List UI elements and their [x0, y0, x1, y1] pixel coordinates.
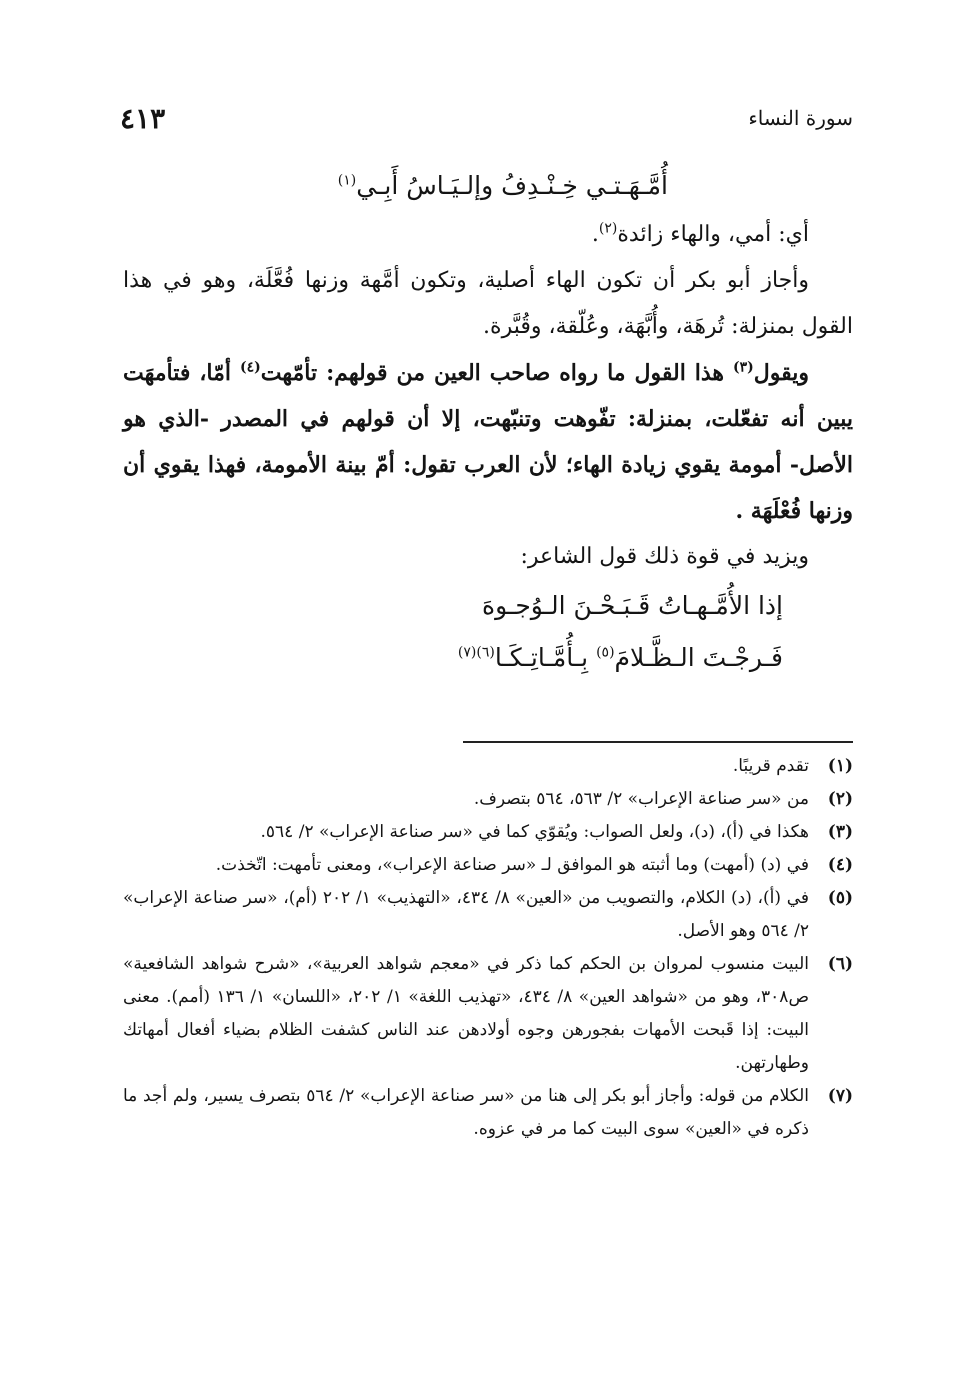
footnote-text: في (د) (أمهت) وما أثبته هو الموافق لـ «سر صناعة الإعراب»، ومعنى تأمهت: اتّخذت. [215, 855, 809, 875]
footnote-number: (٢) [827, 789, 853, 809]
poem-verse-2: إذا الأُمَّـهـاتُ قَـبَـحْـنَ الـوُجـوهَ [481, 591, 783, 620]
footnote-divider [463, 741, 853, 743]
poem-verse-3-end: بِـأُمَّـاتِـكَـا [494, 643, 597, 672]
footnote-text: الكلام من قوله: وأجاز أبو بكر إلى هنا من «سر صناعة الإعراب» ٢/ ٥٦٤ بتصرف يسير، ولم أجد ما ذكره في «العين» سوى البيت كما مر في عزوه. [123, 1086, 810, 1139]
footnote [123, 1080, 853, 1146]
footnote-ref: (٥) [596, 644, 615, 661]
footnote-text: هكذا في (أ)، (د)، ولعل الصواب: ويُقوّي كما في «سر صناعة الإعراب» ٢/ ٥٦٤. [260, 822, 809, 842]
footnote-ref: (٢) [598, 220, 618, 237]
paragraph-1: وأجاز أبو بكر أن تكون الهاء أصلية، وتكون أمَّهة وزنها فُعَّلَة، وهو في هذا القول بمنزلة: تُرهَة، وأُبَّهَة، وعُلّقة، وقُبَّرة. [123, 268, 853, 339]
paragraph-3: ويزيد في قوة ذلك قول الشاعر: [520, 544, 809, 569]
paragraph-2-start: ويقول [753, 360, 809, 386]
footnote [123, 750, 853, 783]
paragraph-2-end: أمّا، فتأمهَت يبين أنه تفعّلت، بمنزلة: تفّوهت وتنبّهت، إلا أن قولهم في المصدر -الذي هو الأصل- أمومة يقوي زيادة الهاء؛ لأن العرب تقول: أمّ بينة الأمومة، فهذا يقوي أن وزنها فُعْلَهَة . [123, 360, 853, 524]
footnote-ref: (٤) [239, 359, 261, 376]
footnote-number: (١) [827, 756, 853, 776]
poem-verse-1-text: أُمَّـهَـتـي خِـنْـدِفُ وإلـيَـاسُ أَبِـي [356, 171, 668, 200]
footnote-text: تقدم قريبًا. [732, 756, 809, 776]
running-title: سورة النساء [748, 106, 853, 130]
footnote-ref: (١) [337, 172, 357, 189]
footnote [123, 882, 853, 948]
footnotes [123, 750, 853, 1146]
gloss-line: أي: أمي، والهاء زائدة$^{(٢)}$. [591, 220, 809, 247]
footnote-text: البيت منسوب لمروان بن الحكم كما ذكر في «معجم شواهد العربية»، «شرح شواهد الشافعية» ص٣٠٨، وهو من «شواهد العين» ٨/ ٤٣٤، «تهذيب اللغة» ١/ ٢٠٢، «اللسان» ١/ ١٣٦ (أمم). معنى البيت: إذا قَبحت الأمهات بفجورهن وجوه أولادهن عند الناس كشفت الظلام بضياء أفعال أمهاتك وطهارتهن. [123, 954, 809, 1073]
poem-verse-3-start: فَـرجْـتَ الـظَّـلامَ [614, 643, 783, 672]
footnote [123, 816, 853, 849]
main-text [123, 160, 853, 684]
footnote-number: (٣) [827, 822, 853, 842]
footnote [123, 783, 853, 816]
footnote-ref: (٦)(٧) [457, 644, 495, 661]
footnote-number: (٥) [827, 888, 853, 908]
page-number: ٤١٣ [120, 101, 166, 135]
page-header [120, 98, 853, 138]
footnote-number: (٧) [827, 1086, 853, 1106]
footnote-number: (٦) [827, 954, 853, 974]
gloss-text: أي: أمي، والهاء زائدة [617, 222, 809, 247]
poem-verse-3 [123, 632, 853, 684]
footnote [123, 849, 853, 882]
footnote-number: (٤) [827, 855, 853, 875]
footnote-ref: (٣) [732, 359, 754, 376]
footnote-text: من «سر صناعة الإعراب» ٢/ ٥٦٣، ٥٦٤ بتصرف. [473, 789, 809, 809]
paragraph-2-mid: هذا القول ما رواه صاحب العين من قولهم: تأمّهت [260, 360, 733, 386]
poem-verse-1 [123, 160, 853, 212]
paragraph-2 [123, 350, 853, 534]
footnote [123, 948, 853, 1080]
footnote-text: في (أ)، (د) الكلام، والتصويب من «العين» ٨/ ٤٣٤، «التهذيب» ١/ ٢٠٢ (أم)، «سر صناعة الإعراب» ٢/ ٥٦٤ وهو الأصل. [123, 888, 810, 941]
